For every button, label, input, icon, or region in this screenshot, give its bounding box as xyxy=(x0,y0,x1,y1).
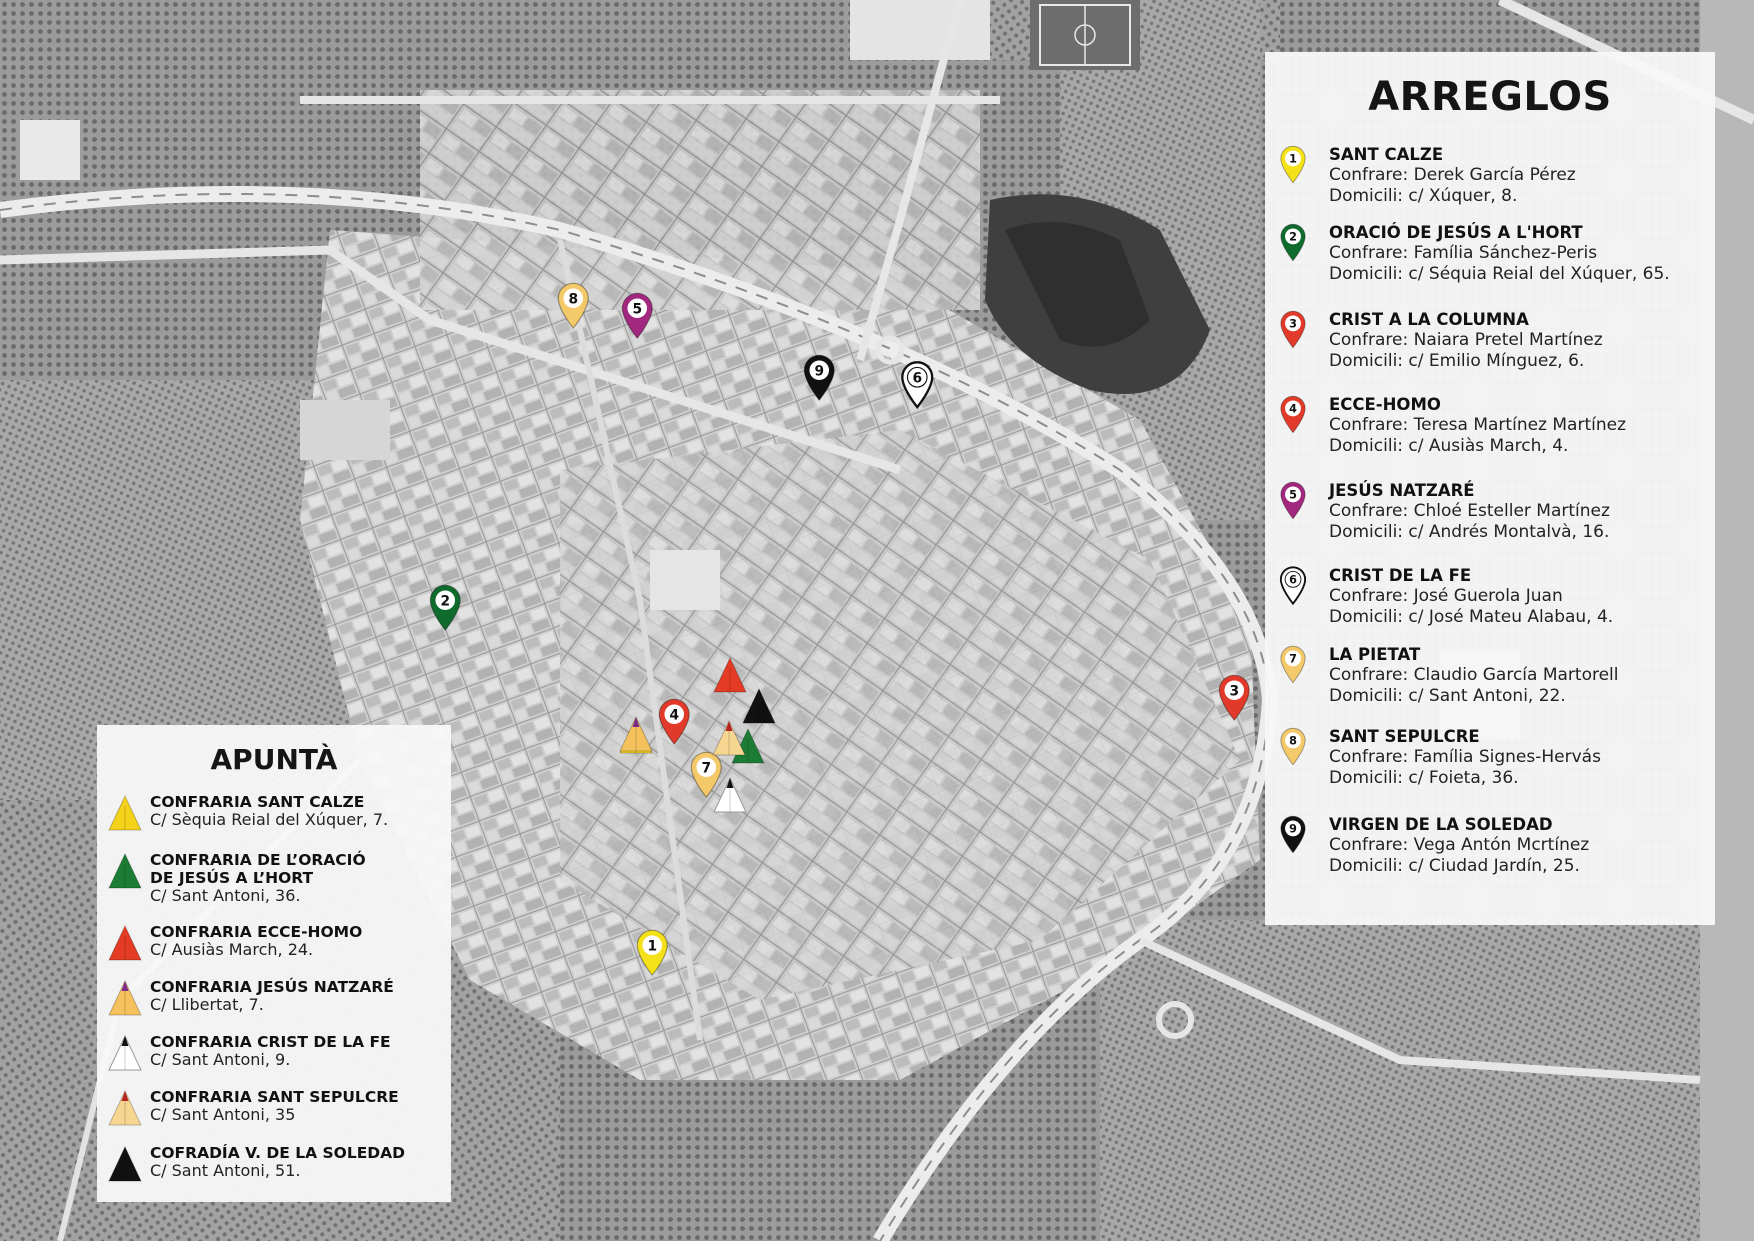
arreglo-name: SANT CALZE xyxy=(1329,145,1444,164)
map-marker-7[interactable] xyxy=(691,752,721,797)
arreglo-entry-9 xyxy=(1279,814,1709,890)
arreglo-name: ORACIÓ DE JESÚS A L'HORT xyxy=(1329,223,1583,242)
apunta-text xyxy=(150,793,388,829)
marker-pin-icon xyxy=(1279,565,1307,605)
apunta-addr: C/ Sant Antoni, 36. xyxy=(150,886,301,905)
arreglo-text xyxy=(1329,144,1576,207)
apunta-addr: C/ Sant Antoni, 35 xyxy=(150,1105,296,1124)
svg-text:9: 9 xyxy=(1289,822,1297,836)
arreglo-text xyxy=(1329,480,1610,543)
arreglo-entry-7 xyxy=(1279,644,1709,720)
map-white-hood-icon[interactable] xyxy=(714,778,746,812)
map-yellow-purple-hood-icon[interactable] xyxy=(620,717,652,751)
apunta-name xyxy=(150,923,362,941)
red-hood-icon xyxy=(107,923,143,963)
apunta-addr: C/ Ausiàs March, 24. xyxy=(150,940,314,959)
apunta-name-line: CONFRARIA SANT SEPULCRE xyxy=(150,1088,399,1106)
arreglo-domicili: Domicili: c/ Foieta, 36. xyxy=(1329,768,1519,788)
arreglo-name: VIRGEN DE LA SOLEDAD xyxy=(1329,815,1553,834)
yellow-hood-icon xyxy=(107,793,143,833)
apunta-text xyxy=(150,1033,391,1069)
marker-pin-icon xyxy=(1279,394,1307,434)
arreglo-domicili: Domicili: c/ Ausiàs March, 4. xyxy=(1329,436,1569,456)
arreglo-entry-1 xyxy=(1279,144,1709,220)
apunta-name-line: CONFRARIA SANT CALZE xyxy=(150,793,365,811)
arreglo-confrare: Confrare: Claudio García Martorell xyxy=(1329,665,1619,685)
map-marker-4[interactable] xyxy=(659,699,689,744)
arreglo-domicili: Domicili: c/ Ciudad Jardín, 25. xyxy=(1329,856,1580,876)
green-hood-icon xyxy=(107,851,143,891)
svg-text:2: 2 xyxy=(1289,230,1297,244)
svg-text:8: 8 xyxy=(568,291,579,308)
arreglo-text xyxy=(1329,222,1670,285)
apunta-name xyxy=(150,1144,405,1162)
arreglo-name: SANT SEPULCRE xyxy=(1329,727,1480,746)
arreglo-text xyxy=(1329,309,1603,372)
arreglo-text xyxy=(1329,814,1589,877)
apunta-name xyxy=(150,1088,399,1106)
arreglo-confrare: Confrare: Chloé Esteller Martínez xyxy=(1329,501,1610,521)
map-beige-red-hood-icon[interactable] xyxy=(713,721,745,755)
apunta-name-line: CONFRARIA CRIST DE LA FE xyxy=(150,1033,391,1051)
arreglos-panel xyxy=(1265,52,1715,925)
arreglo-domicili: Domicili: c/ Xúquer, 8. xyxy=(1329,186,1518,206)
svg-text:4: 4 xyxy=(669,707,680,724)
map-marker-1[interactable] xyxy=(637,930,667,975)
svg-text:6: 6 xyxy=(912,370,923,387)
apunta-name-line: COFRADÍA V. DE LA SOLEDAD xyxy=(150,1144,406,1162)
arreglo-confrare: Confrare: Naiara Pretel Martínez xyxy=(1329,330,1603,350)
arreglo-text xyxy=(1329,726,1601,789)
map-marker-6[interactable] xyxy=(902,362,932,407)
marker-pin-icon xyxy=(1279,144,1307,184)
svg-text:1: 1 xyxy=(1289,152,1297,166)
apunta-addr: C/ Sant Antoni, 9. xyxy=(150,1050,291,1069)
apunta-text xyxy=(150,978,394,1014)
map-marker-8[interactable] xyxy=(558,283,588,328)
arreglo-domicili: Domicili: c/ Séquia Reial del Xúquer, 65. xyxy=(1329,264,1670,284)
apunta-name xyxy=(150,793,388,811)
apunta-addr: C/ Sant Antoni, 51. xyxy=(150,1161,301,1180)
apunta-name-line: DE JESÚS A L’HORT xyxy=(150,869,314,887)
marker-pin-icon xyxy=(1279,726,1307,766)
arreglo-text xyxy=(1329,565,1613,628)
arreglo-entry-6 xyxy=(1279,565,1709,641)
arreglo-text xyxy=(1329,394,1626,457)
map-marker-5[interactable] xyxy=(622,293,652,338)
marker-pin-icon xyxy=(1279,480,1307,520)
svg-text:8: 8 xyxy=(1289,734,1297,748)
arreglo-confrare: Confrare: Teresa Martínez Martínez xyxy=(1329,415,1626,435)
map-marker-3[interactable] xyxy=(1219,675,1249,720)
arreglo-entry-5 xyxy=(1279,480,1709,556)
arreglo-confrare: Confrare: Família Sánchez-Peris xyxy=(1329,243,1598,263)
arreglo-domicili: Domicili: c/ José Mateu Alabau, 4. xyxy=(1329,607,1614,627)
arreglo-confrare: Confrare: José Guerola Juan xyxy=(1329,586,1563,606)
svg-text:3: 3 xyxy=(1289,317,1297,331)
apunta-text xyxy=(150,923,362,959)
svg-text:4: 4 xyxy=(1289,402,1297,416)
apunta-name xyxy=(150,851,366,887)
arreglo-entry-2 xyxy=(1279,222,1709,298)
arreglo-entry-3 xyxy=(1279,309,1709,385)
apunta-name-line: CONFRARIA DE L’ORACIÓ xyxy=(150,851,366,869)
apunta-panel xyxy=(97,725,451,1202)
apunta-addr: C/ Llibertat, 7. xyxy=(150,995,264,1014)
map-marker-9[interactable] xyxy=(804,355,834,400)
arreglos-title: ARREGLOS xyxy=(1368,74,1612,120)
beige-red-hood-icon xyxy=(107,1088,143,1128)
svg-text:3: 3 xyxy=(1229,683,1240,700)
svg-text:5: 5 xyxy=(1289,488,1297,502)
svg-text:2: 2 xyxy=(440,593,451,610)
apunta-addr: C/ Sèquia Reial del Xúquer, 7. xyxy=(150,810,389,829)
apunta-text xyxy=(150,1088,399,1124)
apunta-text xyxy=(150,851,366,905)
marker-pin-icon xyxy=(1279,309,1307,349)
apunta-name-line: CONFRARIA ECCE-HOMO xyxy=(150,923,363,941)
arreglo-confrare: Confrare: Derek García Pérez xyxy=(1329,165,1576,185)
arreglo-confrare: Confrare: Família Signes-Hervás xyxy=(1329,747,1601,767)
marker-pin-icon xyxy=(1279,644,1307,684)
arreglo-name: CRIST DE LA FE xyxy=(1329,566,1472,585)
arreglo-name: CRIST A LA COLUMNA xyxy=(1329,310,1529,329)
arreglo-name: LA PIETAT xyxy=(1329,645,1421,664)
svg-text:1: 1 xyxy=(647,938,658,955)
arreglo-name: JESÚS NATZARÉ xyxy=(1329,481,1475,500)
svg-text:9: 9 xyxy=(814,363,825,380)
apunta-name xyxy=(150,1033,391,1051)
arreglo-domicili: Domicili: c/ Andrés Montalvà, 16. xyxy=(1329,522,1610,542)
arreglo-domicili: Domicili: c/ Emilio Mínguez, 6. xyxy=(1329,351,1585,371)
svg-text:6: 6 xyxy=(1289,573,1297,587)
marker-pin-icon xyxy=(1279,814,1307,854)
apunta-title: APUNTÀ xyxy=(210,743,338,776)
arreglo-confrare: Confrare: Vega Antón Mcrtínez xyxy=(1329,835,1590,855)
yellow-purple-hood-icon xyxy=(107,978,143,1018)
arreglo-entry-8 xyxy=(1279,726,1709,802)
svg-text:7: 7 xyxy=(701,760,712,777)
arreglo-text xyxy=(1329,644,1619,707)
apunta-text xyxy=(150,1144,405,1180)
map-red-hood-icon[interactable] xyxy=(714,658,746,692)
svg-text:7: 7 xyxy=(1289,652,1297,666)
arreglo-entry-4 xyxy=(1279,394,1709,470)
svg-text:5: 5 xyxy=(632,301,643,318)
black-hood-icon xyxy=(107,1144,143,1184)
apunta-name-line: CONFRARIA JESÚS NATZARÉ xyxy=(150,978,394,996)
marker-pin-icon xyxy=(1279,222,1307,262)
apunta-name xyxy=(150,978,394,996)
white-hood-icon xyxy=(107,1033,143,1073)
arreglo-domicili: Domicili: c/ Sant Antoni, 22. xyxy=(1329,686,1566,706)
arreglo-name: ECCE-HOMO xyxy=(1329,395,1441,414)
map-black-hood-icon[interactable] xyxy=(743,689,775,723)
map-marker-2[interactable] xyxy=(430,585,460,630)
